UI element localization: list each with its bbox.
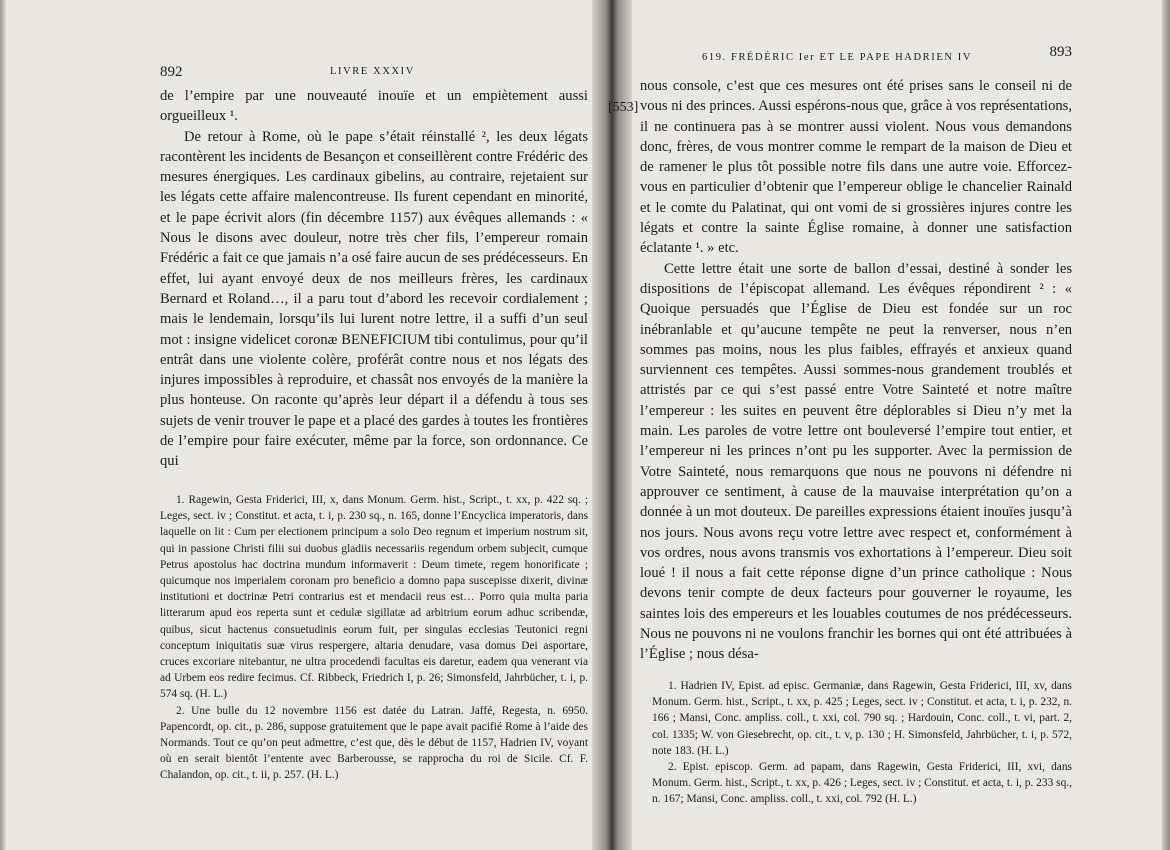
book-gutter <box>592 0 632 850</box>
right-body-paragraph-1: nous console, c’est que ces mesures ont été prises sans le conseil ni de vous ni des princes. Aussi espérons-nous que, grâce à vos représentations, il ne continuera pas à se montrer aussi violent. Nous vous demandons donc, frères, de vous montrer comme le rempart de la maison de Dieu et de ramener le plus tôt possible notre fils dans une autre voie. Efforcez-vous en particulier d’obtenir que l’empereur oblige le chancelier Rainald et le comte du Palatinat, qui ont vomi de si grossières injures contre les légats et contre la sainte Église romaine, à donner une satisfaction éclatante ¹. » etc. <box>640 78 1072 257</box>
left-body-paragraph-1: de l’empire par une nouveauté inouïe et un empiètement aussi orgueilleux ¹. <box>160 88 588 125</box>
left-page-header <box>160 60 588 82</box>
page-edge-right <box>1162 0 1170 850</box>
page-number-left: 892 <box>160 64 183 80</box>
right-footnotes <box>652 678 1072 808</box>
left-footnote-1: 1. Ragewin, Gesta Friderici, III, x, dans Monum. Germ. hist., Script., t. xx, p. 422 sq. ; Leges, sect. iv ; Constitut. et acta, t. i, p. 230 sq., n. 165, donne l’Encyclica imperatoris, dans laquelle on lit : Cum per electionem principum a solo Deo regnum et imperium nostrum sit, qui in passione Christi filii sui duobus gladiis necessariis regendum orbem subjecit, cumque Petrus apostolus hac doctrina mundum informaverit : Deum timete, regem honorificate ; quicumque nos imperialem coronam pro beneficio a domno papa suscepisse dixerit, divinæ institutioni et doctrinæ Petri contrarius est et mendacii reus est… Porro quia multa paria litterarum apud eos reperta sunt et cedulæ sigillatæ ad arbitrium eorum adhuc scribendæ, quibus, sicut hactenus consuetudinis eorum fuit, per singulas ecclesias Teutonici regni conceptum iniquitatis suæ virus respergere, altaria denudare, vasa domus Dei asportare, cruces excoriare nitebantur, ne ultra procedendi facultas eis daretur, eadem qua venerant via ad Urbem eos redire fecimus. Cf. Ribbeck, Friedrich I, p. 26; Simonsfeld, Jahrbücher, t. i, p. 574 sq. (H. L.) <box>160 494 588 701</box>
left-page <box>160 60 588 782</box>
margin-page-reference: [553] <box>608 100 639 115</box>
left-footnotes <box>160 492 588 784</box>
running-head-right: 619. FRÉDÉRIC Ier ET LE PAPE HADRIEN IV <box>702 52 973 63</box>
right-footnote-2: 2. Epist. episcop. Germ. ad papam, dans Ragewin, Gesta Friderici, III, xvi, dans Monum. Germ. hist., Script., t. xx, p. 426 ; Leges, sect. iv ; Constitut. et acta, t. i, p. 233 sq., n. 167; Mansi, Conc. ampliss. coll., t. xxi, col. 792 (H. L.) <box>652 761 1072 806</box>
right-body-paragraph-2: Cette lettre était une sorte de ballon d’essai, destiné à sonder les dispositions de l’épiscopat allemand. Les évêques répondirent ² : « Quoique persuadés que l’Église de Dieu est fondée sur un roc inébranlable et qu’aucune tempête ne peut la renverser, nous n’en sommes pas moins, nous les plus faibles, effrayés et anxieux quand surviennent ces tempêtes. Aussi sommes-nous grandement troublés et attristés par ce qui s’est passé entre Votre Sainteté et notre maître l’empereur : les suites en peuvent être déplorables si Dieu n’y met la main. Les paroles de votre lettre ont bouleversé l’empire tout entier, et l’empereur ni les princes n’ont pu les supporter. Avec la permission de Votre Sainteté, nous remarquons que nous ne pouvons ni défendre ni approuver ce sentiment, à cause de la mauvaise interprétation qu’on a donnée à un mot douteux. De pareilles expressions étaient inouïes jusqu’à nos jours. Nous avons reçu votre lettre avec respect et, conformément à vos ordres, nous avons transmis vos exhortations à l’empereur. Dieu soit loué ! il nous a fait cette réponse digne d’un prince catholique : Nous devons tenir compte de deux facteurs pour gouverner le royaume, les saintes lois des empereurs et les louables coutumes de nos prédécesseurs. Nous ne pouvons ni ne voulons franchir les bornes qui ont été attribuées à l’Église ; nous désa- <box>640 260 1072 663</box>
right-page-header <box>640 44 1072 66</box>
right-page <box>608 44 1072 806</box>
page-number-right: 893 <box>1049 44 1072 60</box>
left-footnote-2: 2. Une bulle du 12 novembre 1156 est datée du Latran. Jaffé, Regesta, n. 6950. Papencordt, op. cit., p. 286, suppose gratuitement que le pape avait pacifié Rome à l’aide des Normands. Tout ce qu’on peut admettre, c’est que, dès le début de 1157, Hadrien IV, voyant où en serait bientôt l’entente avec Barberousse, se rapprocha du roi de Sicile. Cf. F. Chalandon, op. cit., t. ii, p. 257. (H. L.) <box>160 704 588 782</box>
left-body-paragraph-2: De retour à Rome, où le pape s’était réinstallé ², les deux légats racontèrent les incidents de Besançon et conseillèrent contre Frédéric des mesures énergiques. Les cardinaux gibelins, au contraire, rejetaient sur les légats cette affaire malencontreuse. Ils furent cependant en minorité, et le pape écrivit alors (fin décembre 1157) aux évêques allemands : « Nous le disons avec douleur, notre très cher fils, l’empereur romain Frédéric a fait ce que jamais n’a osé faire aucun de ses prédécesseurs. En effet, lui ayant envoyé deux de nos meilleurs frères, les cardinaux Bernard et Roland…, il a paru tout d’abord les recevoir cordialement ; mais le lendemain, lorsqu’ils lui lurent notre lettre, il a suffi d’un seul mot : insigne videlicet coronæ BENEFICIUM tibi contulimus, pour qu’il entrât dans une violente colère, proférât contre nous et nos légats des injures impossibles à reproduire, et chassât nos envoyés de la manière la plus honteuse. On raconte qu’après leur départ il a défendu à tous ses sujets de venir trouver le pape et a placé des gardes à toutes les frontières de l’empire pour faire exécuter, même par la force, son ordonnance. Ce qui <box>160 128 588 470</box>
running-head-left: LIVRE XXXIV <box>330 66 415 77</box>
page-edge-left <box>0 0 6 850</box>
right-page-body <box>640 76 1072 665</box>
right-footnote-1: 1. Hadrien IV, Epist. ad episc. Germaniæ, dans Ragewin, Gesta Friderici, III, xv, dans Monum. Germ. hist., Script., t. xx, p. 425 ; Leges, sect. iv ; Constitut. et acta, t. i, p. 232, n. 166 ; Mansi, Conc. ampliss. coll., t. xxi, col. 790 sq. ; Hardouin, Conc. coll., t. vi, part. 2, col. 1335; W. von Giesebrecht, op. cit., t. v, p. 130 ; H. Simonsfeld, Jahrbücher, t. i, p. 572, note 183. (H. L.) <box>652 680 1072 757</box>
left-page-body <box>160 86 588 472</box>
